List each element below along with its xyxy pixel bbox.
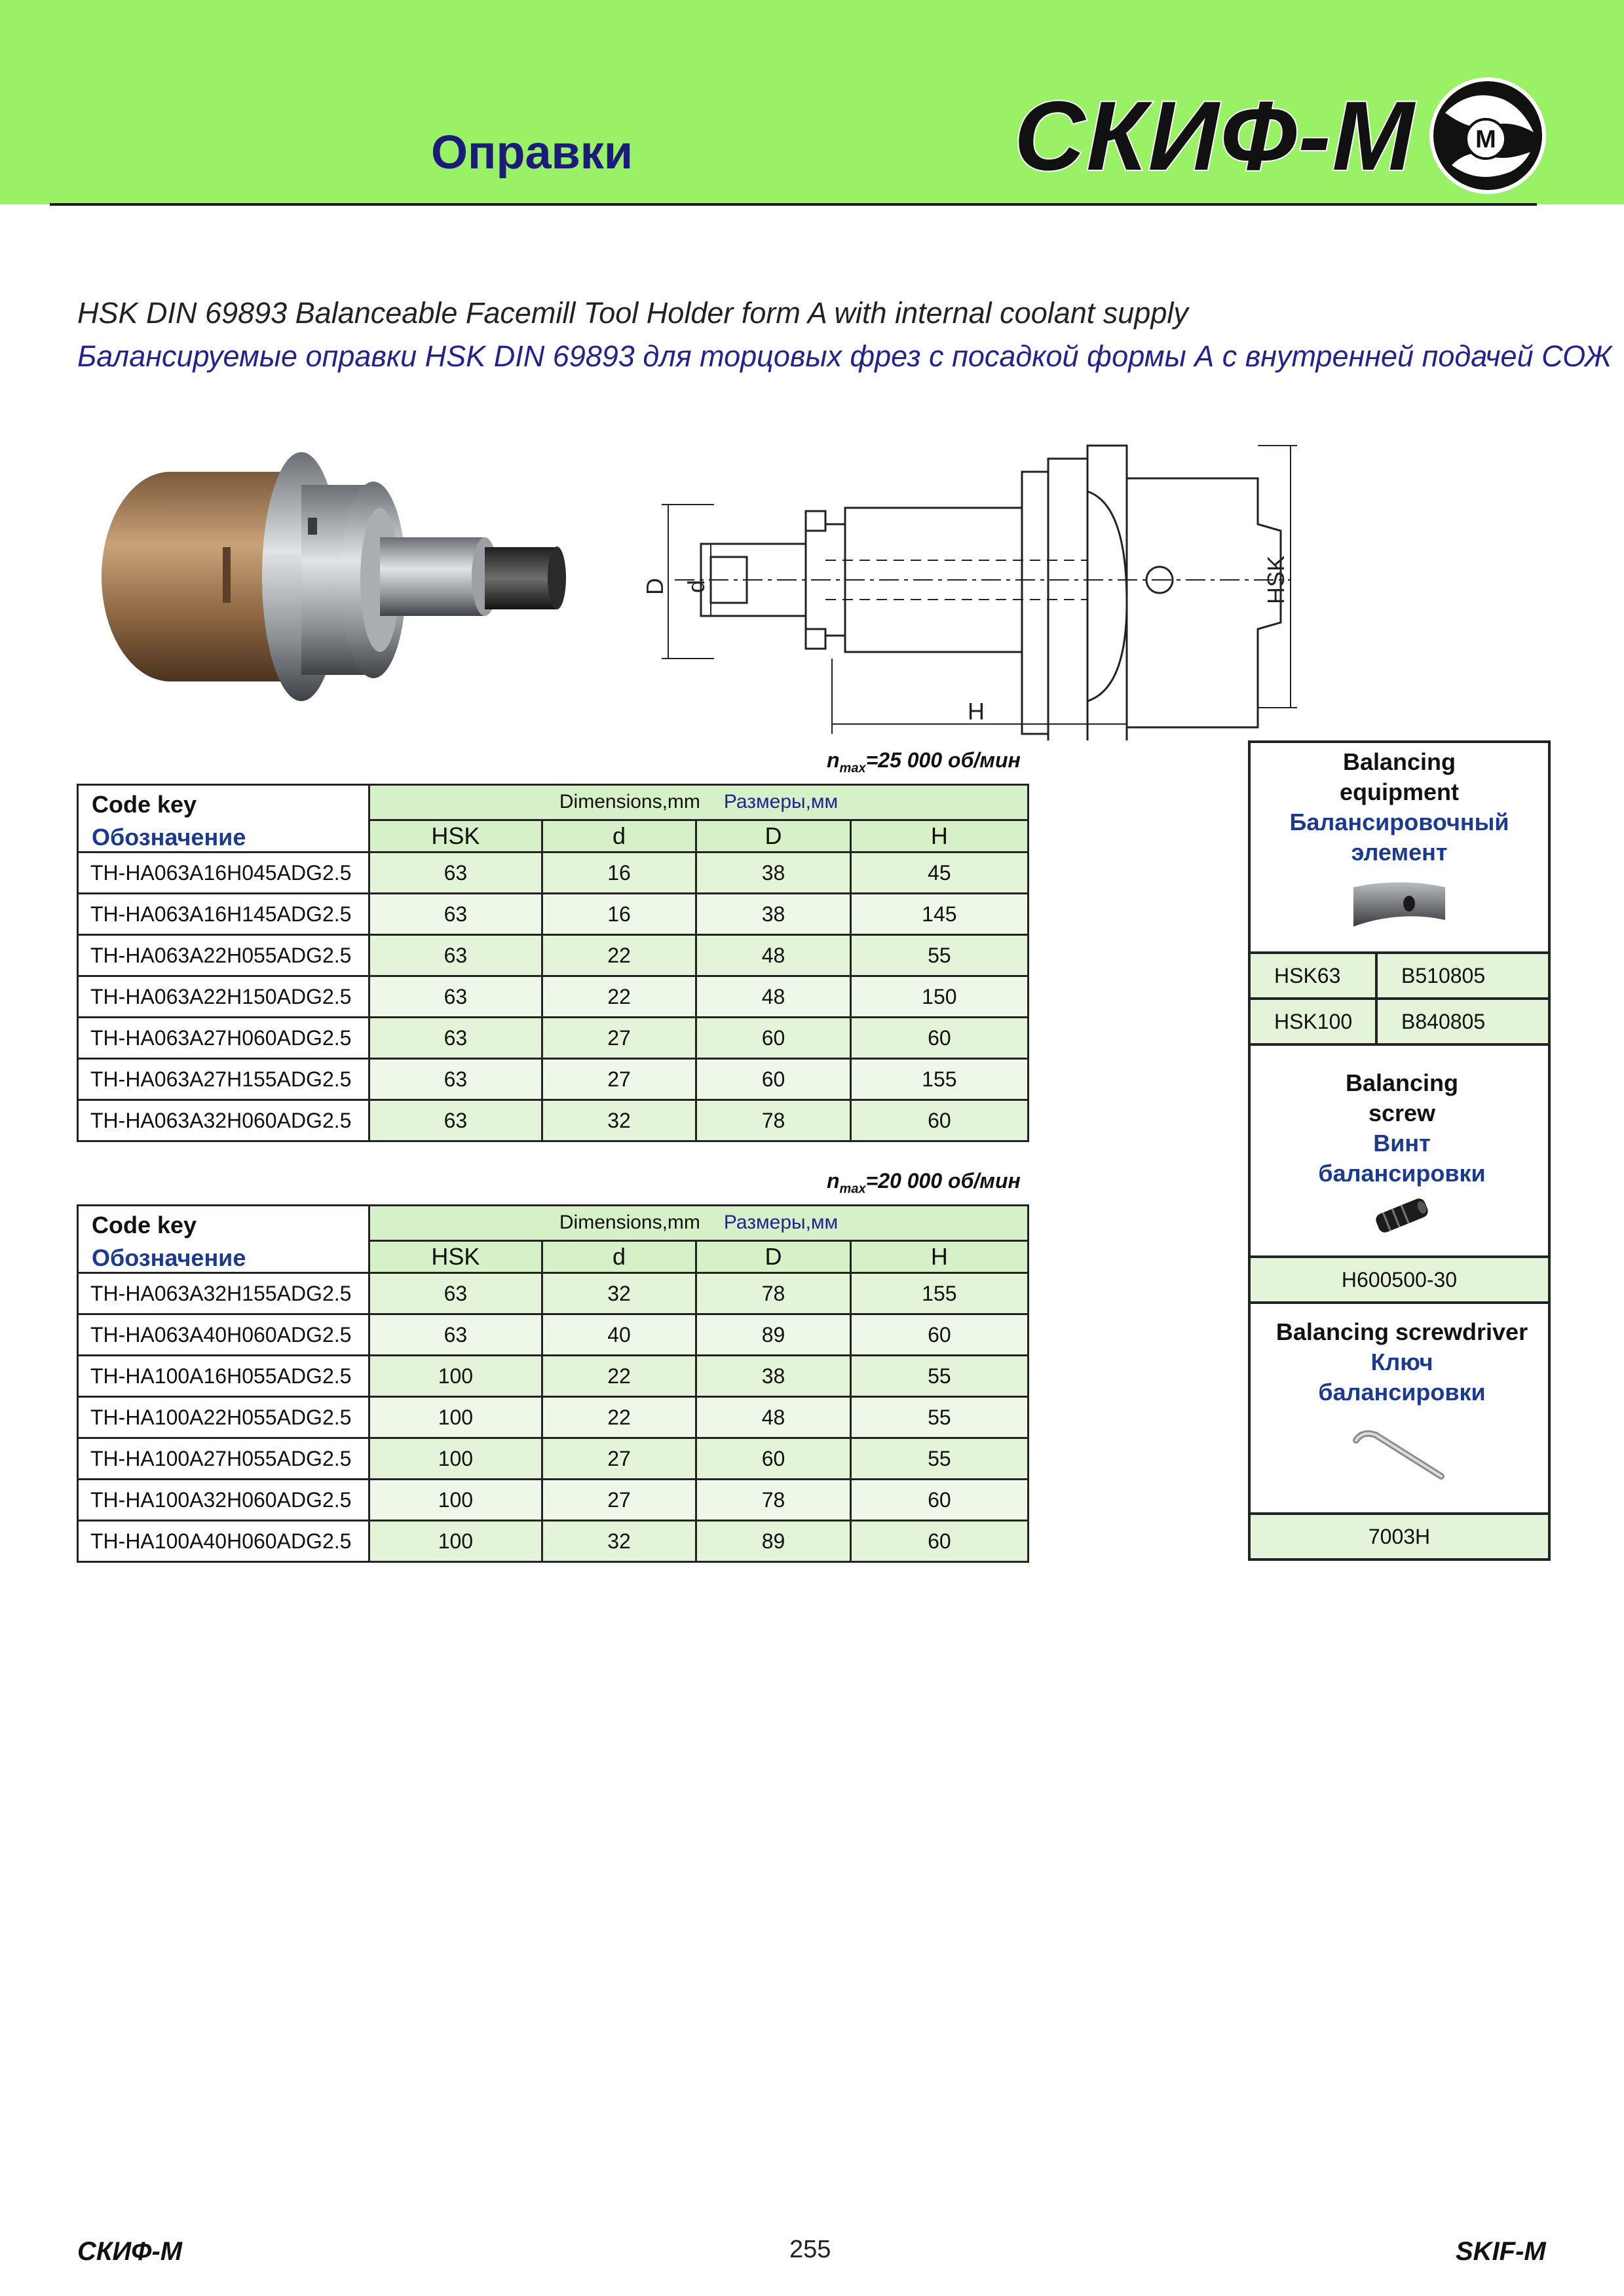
hsk-cell: 100 bbox=[369, 1397, 542, 1438]
label-H: H bbox=[968, 698, 985, 725]
balancing-screw-title-en-2: screw bbox=[1368, 1100, 1436, 1126]
col-H: H bbox=[850, 1240, 1028, 1272]
d-cell: 32 bbox=[542, 1100, 696, 1141]
balancing-element-icon bbox=[1347, 874, 1452, 933]
dimensions-header: Dimensions,mm Размеры,мм bbox=[369, 1206, 1029, 1241]
table-row bbox=[78, 1480, 1029, 1521]
table-row bbox=[78, 1356, 1029, 1397]
H-cell: 60 bbox=[850, 1314, 1028, 1356]
D-cell: 48 bbox=[696, 1397, 851, 1438]
label-D: D bbox=[641, 578, 668, 595]
hsk-cell: 63 bbox=[369, 1273, 542, 1314]
balancing-screw-block bbox=[1251, 1046, 1548, 1258]
col-d: d bbox=[542, 820, 696, 852]
d-cell: 40 bbox=[542, 1314, 696, 1356]
logo-text: СКИФ-М bbox=[1014, 81, 1416, 191]
table-row bbox=[78, 935, 1029, 976]
footer-brand-ru: СКИФ-М bbox=[77, 2237, 183, 2266]
code-key-header: Code key Обозначение bbox=[78, 1206, 369, 1273]
balancing-screwdriver-block bbox=[1251, 1304, 1548, 1515]
hsk-cell: 63 bbox=[369, 1314, 542, 1356]
footer-brand-en: SKIF-M bbox=[1456, 2237, 1546, 2266]
d-cell: 22 bbox=[542, 976, 696, 1018]
d-cell: 27 bbox=[542, 1059, 696, 1100]
hsk-cell: 63 bbox=[369, 976, 542, 1018]
spec-table-1 bbox=[77, 784, 1029, 1142]
D-cell: 78 bbox=[696, 1100, 851, 1141]
balancing-screw-code: H600500-30 bbox=[1251, 1258, 1548, 1304]
balancing-screwdriver-title-ru-1: Ключ bbox=[1370, 1349, 1433, 1375]
d-cell: 16 bbox=[542, 852, 696, 894]
H-cell: 60 bbox=[850, 1100, 1028, 1141]
hsk-cell: 100 bbox=[369, 1480, 542, 1521]
table-row bbox=[78, 1018, 1029, 1059]
code-cell: TH-HA100A27H055ADG2.5 bbox=[78, 1438, 369, 1480]
D-cell: 48 bbox=[696, 935, 851, 976]
hsk-cell: 63 bbox=[369, 1018, 542, 1059]
balancing-screwdriver-title-ru-2: балансировки bbox=[1318, 1379, 1486, 1406]
code-cell: TH-HA063A32H155ADG2.5 bbox=[78, 1273, 369, 1314]
balancing-equipment-row bbox=[1251, 1000, 1548, 1046]
nmax-2: $n_{max}=20$ 000 об/мин bbox=[827, 1169, 1021, 1196]
code-cell: TH-HA063A40H060ADG2.5 bbox=[78, 1314, 369, 1356]
col-hsk: HSK bbox=[369, 820, 542, 852]
table-row bbox=[78, 1273, 1029, 1314]
d-cell: 22 bbox=[542, 1356, 696, 1397]
code-cell: TH-HA100A22H055ADG2.5 bbox=[78, 1397, 369, 1438]
balancing-equipment-title-en-2: equipment bbox=[1339, 778, 1459, 805]
equipment-code: B510805 bbox=[1401, 963, 1486, 987]
brand-logo bbox=[1014, 73, 1551, 204]
H-cell: 55 bbox=[850, 1356, 1028, 1397]
hsk-cell: 63 bbox=[369, 852, 542, 894]
nmax-1: $n_{max}=25$ 000 об/мин bbox=[827, 748, 1021, 776]
table-row bbox=[78, 894, 1029, 935]
d-cell: 27 bbox=[542, 1018, 696, 1059]
hsk-cell: 100 bbox=[369, 1521, 542, 1562]
label-d: d bbox=[683, 579, 709, 594]
balancing-equipment-title-ru-2: элемент bbox=[1351, 839, 1448, 866]
code-cell: TH-HA063A27H060ADG2.5 bbox=[78, 1018, 369, 1059]
balancing-screwdriver-code: 7003H bbox=[1251, 1515, 1548, 1558]
table-row bbox=[78, 1100, 1029, 1141]
code-cell: TH-HA063A22H055ADG2.5 bbox=[78, 935, 369, 976]
balancing-screw-icon bbox=[1366, 1193, 1438, 1238]
code-cell: TH-HA100A16H055ADG2.5 bbox=[78, 1356, 369, 1397]
H-cell: 55 bbox=[850, 1438, 1028, 1480]
H-cell: 60 bbox=[850, 1480, 1028, 1521]
d-cell: 32 bbox=[542, 1273, 696, 1314]
D-cell: 89 bbox=[696, 1314, 851, 1356]
equipment-key: HSK63 bbox=[1251, 954, 1378, 997]
D-cell: 89 bbox=[696, 1521, 851, 1562]
D-cell: 60 bbox=[696, 1059, 851, 1100]
code-cell: TH-HA063A32H060ADG2.5 bbox=[78, 1100, 369, 1141]
code-key-header: Code key Обозначение bbox=[78, 785, 369, 852]
balancing-equipment-title-ru-1: Балансировочный bbox=[1289, 809, 1509, 835]
code-cell: TH-HA063A16H045ADG2.5 bbox=[78, 852, 369, 894]
H-cell: 45 bbox=[850, 852, 1028, 894]
hsk-cell: 63 bbox=[369, 894, 542, 935]
dimensions-header: Dimensions,mm Размеры,мм bbox=[369, 785, 1029, 820]
hex-key-icon bbox=[1343, 1421, 1461, 1493]
page-number: 255 bbox=[789, 2236, 831, 2263]
D-cell: 38 bbox=[696, 1356, 851, 1397]
col-H: H bbox=[850, 820, 1028, 852]
table-row bbox=[78, 1521, 1029, 1562]
product-photo bbox=[92, 432, 590, 727]
d-cell: 27 bbox=[542, 1480, 696, 1521]
balancing-equipment-title-en-1: Balancing bbox=[1342, 748, 1456, 775]
equipment-code: B840805 bbox=[1401, 1009, 1486, 1033]
equipment-key: HSK100 bbox=[1251, 1000, 1378, 1043]
balancing-equipment-block bbox=[1251, 743, 1548, 954]
H-cell: 150 bbox=[850, 976, 1028, 1018]
d-cell: 22 bbox=[542, 935, 696, 976]
table-row bbox=[78, 852, 1029, 894]
table-row bbox=[78, 1397, 1029, 1438]
col-D: D bbox=[696, 820, 851, 852]
balancing-screw-title-ru-2: балансировки bbox=[1318, 1160, 1486, 1187]
D-cell: 60 bbox=[696, 1018, 851, 1059]
table-row bbox=[78, 1059, 1029, 1100]
D-cell: 60 bbox=[696, 1438, 851, 1480]
D-cell: 38 bbox=[696, 894, 851, 935]
balancing-screwdriver-title-en: Balancing screwdriver bbox=[1275, 1318, 1528, 1345]
H-cell: 60 bbox=[850, 1018, 1028, 1059]
code-cell: TH-HA063A27H155ADG2.5 bbox=[78, 1059, 369, 1100]
D-cell: 78 bbox=[696, 1480, 851, 1521]
hsk-cell: 100 bbox=[369, 1438, 542, 1480]
hsk-cell: 63 bbox=[369, 935, 542, 976]
balancing-screw-title-ru-1: Винт bbox=[1373, 1130, 1431, 1157]
H-cell: 60 bbox=[850, 1521, 1028, 1562]
table-row bbox=[78, 1314, 1029, 1356]
logo-emblem-letter: М bbox=[1475, 126, 1496, 153]
logo-emblem-icon bbox=[1426, 73, 1550, 198]
hsk-cell: 100 bbox=[369, 1356, 542, 1397]
code-cell: TH-HA063A22H150ADG2.5 bbox=[78, 976, 369, 1018]
col-D: D bbox=[696, 1240, 851, 1272]
balancing-screw-title-en-1: Balancing bbox=[1345, 1069, 1459, 1096]
d-cell: 16 bbox=[542, 894, 696, 935]
d-cell: 22 bbox=[542, 1397, 696, 1438]
balancing-equipment-row bbox=[1251, 954, 1548, 1000]
technical-drawing bbox=[629, 426, 1323, 740]
subtitle-en: HSK DIN 69893 Balanceable Facemill Tool Holder form A with internal coolant supply bbox=[77, 296, 1188, 330]
D-cell: 78 bbox=[696, 1273, 851, 1314]
accessories-panel bbox=[1248, 740, 1551, 1561]
label-HSK: HSK bbox=[1262, 555, 1289, 605]
code-cell: TH-HA063A16H145ADG2.5 bbox=[78, 894, 369, 935]
col-hsk: HSK bbox=[369, 1240, 542, 1272]
H-cell: 145 bbox=[850, 894, 1028, 935]
code-cell: TH-HA100A32H060ADG2.5 bbox=[78, 1480, 369, 1521]
hsk-cell: 63 bbox=[369, 1100, 542, 1141]
hsk-cell: 63 bbox=[369, 1059, 542, 1100]
section-title: Оправки bbox=[431, 126, 633, 179]
col-d: d bbox=[542, 1240, 696, 1272]
d-cell: 32 bbox=[542, 1521, 696, 1562]
D-cell: 48 bbox=[696, 976, 851, 1018]
table-row bbox=[78, 976, 1029, 1018]
H-cell: 55 bbox=[850, 935, 1028, 976]
subtitle-ru: Балансируемые оправки HSK DIN 69893 для торцовых фрез с посадкой формы А с внутренней подачей СОЖ bbox=[77, 339, 1612, 373]
spec-table-2 bbox=[77, 1204, 1029, 1563]
H-cell: 155 bbox=[850, 1059, 1028, 1100]
d-cell: 27 bbox=[542, 1438, 696, 1480]
H-cell: 55 bbox=[850, 1397, 1028, 1438]
D-cell: 38 bbox=[696, 852, 851, 894]
H-cell: 155 bbox=[850, 1273, 1028, 1314]
code-cell: TH-HA100A40H060ADG2.5 bbox=[78, 1521, 369, 1562]
table-row bbox=[78, 1438, 1029, 1480]
